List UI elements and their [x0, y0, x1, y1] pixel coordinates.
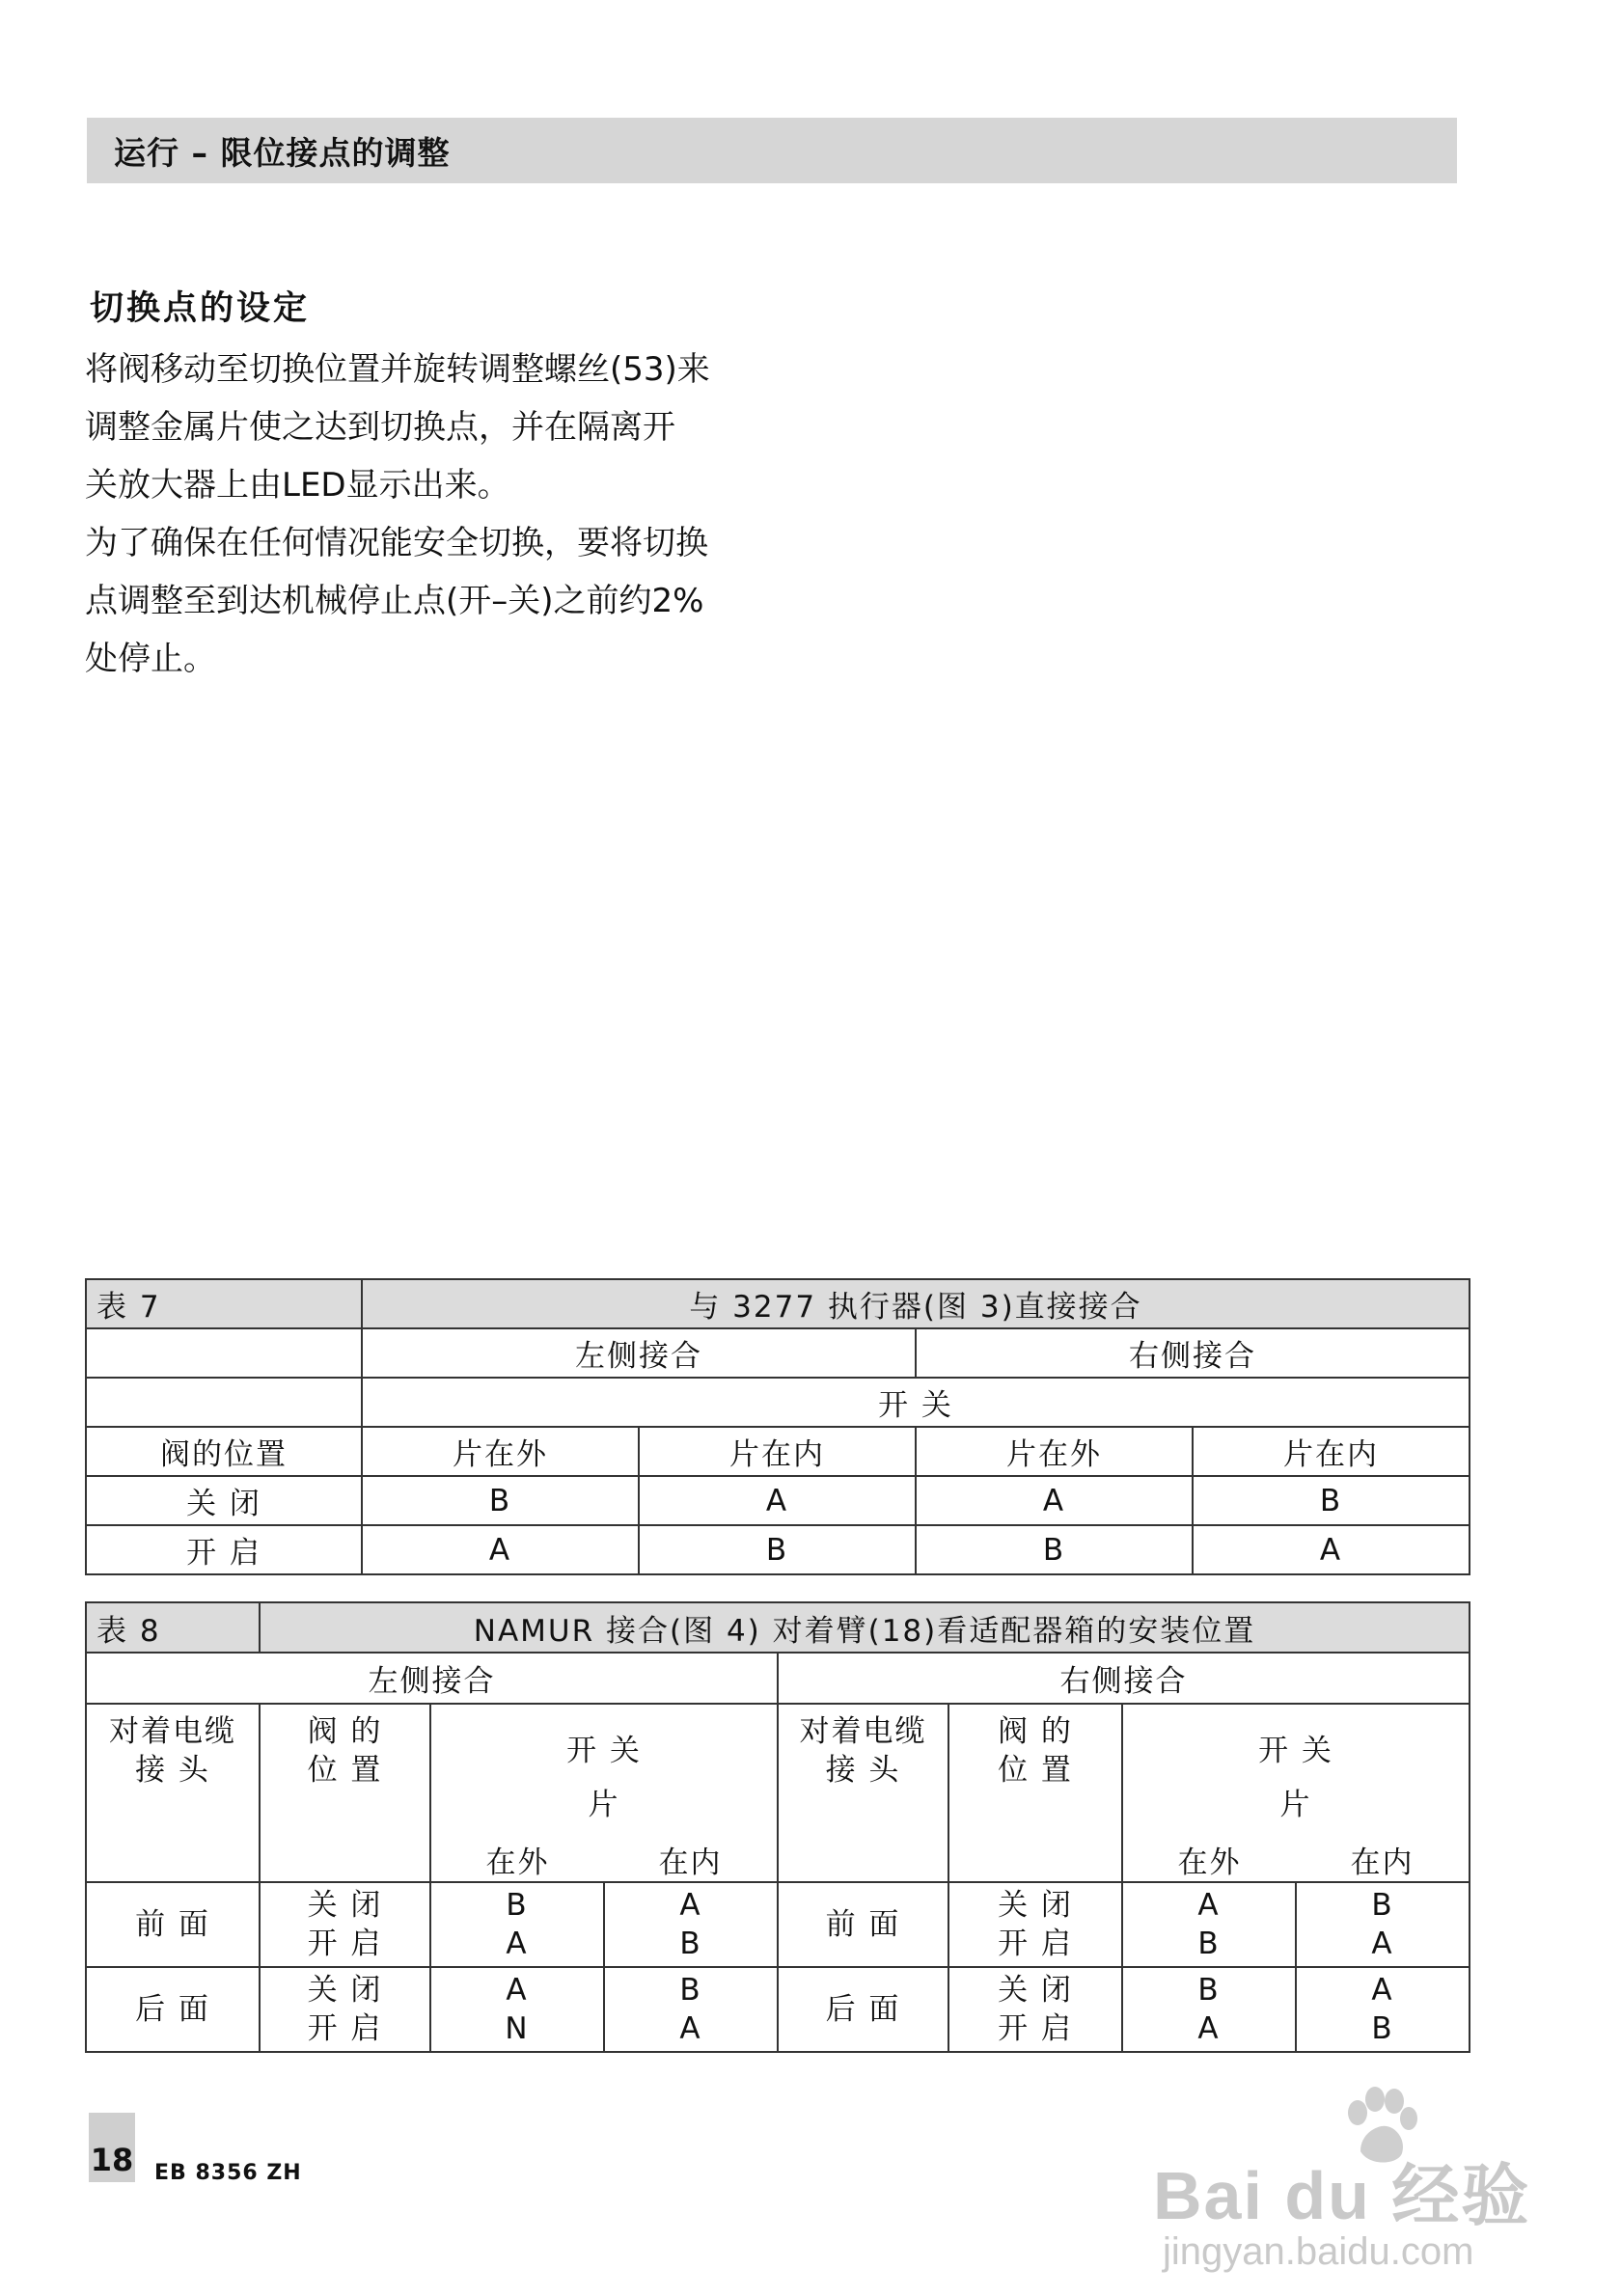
valve-states: 关 闭 开 启: [260, 1882, 430, 1967]
column-header: 片在内: [1193, 1427, 1470, 1476]
table-cell: B: [1193, 1476, 1470, 1525]
column-header: 片在外: [916, 1427, 1193, 1476]
switch-plate-header: 开 关 片: [1122, 1704, 1470, 1838]
table-row: [86, 1279, 1470, 1328]
table-cell: A: [639, 1476, 916, 1525]
table-cell: A: [916, 1476, 1193, 1525]
row-side-label: 前 面: [86, 1882, 260, 1967]
section-title: 运行 – 限位接点的调整: [114, 133, 451, 172]
paragraph-1-line-1: 将阀移动至切换位置并旋转调整螺丝(53)来: [85, 350, 710, 389]
table-cell: B: [362, 1476, 639, 1525]
table-8: [85, 1601, 1470, 2053]
watermark-logo: Bai du 经验: [1153, 2158, 1531, 2233]
table-cell: B: [916, 1525, 1193, 1574]
table-row: [86, 1525, 1470, 1574]
table-8-caption: NAMUR 接合(图 4) 对着臂(18)看适配器箱的安装位置: [260, 1602, 1470, 1653]
right-mount-header: 右侧接合: [916, 1328, 1470, 1378]
plate-out-header: 在外: [1122, 1838, 1296, 1882]
table-cell: A B: [604, 1882, 778, 1967]
row-side-label: 前 面: [778, 1882, 948, 1967]
paragraph-2-line-3: 处停止。: [85, 640, 216, 678]
switch-plate-header: 开 关 片: [430, 1704, 778, 1838]
table-row: [86, 1882, 1470, 1967]
valve-states: 关 闭 开 启: [948, 1967, 1122, 2052]
table-row: [86, 1602, 1470, 1653]
table-row: [86, 1704, 1470, 1838]
table-7-label: 表 7: [86, 1279, 362, 1328]
plate-out-header: 在外: [430, 1838, 604, 1882]
table-cell: A: [362, 1525, 639, 1574]
row-label: 关 闭: [86, 1476, 362, 1525]
table-cell: B A: [430, 1882, 604, 1967]
table-cell: B A: [1122, 1967, 1296, 2052]
table-row: [86, 1967, 1470, 2052]
left-mount-header: 左侧接合: [86, 1653, 778, 1704]
row-label: 开 启: [86, 1525, 362, 1574]
paragraph-2-line-2: 点调整至到达机械停止点(开–关)之前约2%: [85, 582, 704, 620]
table-row: [86, 1476, 1470, 1525]
right-mount-header: 右侧接合: [778, 1653, 1470, 1704]
table-cell-empty: [86, 1328, 362, 1378]
table-row: [86, 1328, 1470, 1378]
table-7: [85, 1278, 1470, 1575]
table-row: [86, 1378, 1470, 1427]
plate-in-header: 在内: [1296, 1838, 1470, 1882]
table-row: [86, 1653, 1470, 1704]
plate-in-header: 在内: [604, 1838, 778, 1882]
column-header: 片在外: [362, 1427, 639, 1476]
page-number: 18: [89, 2113, 135, 2182]
row-side-label: 后 面: [86, 1967, 260, 2052]
paragraph-1-line-3: 关放大器上由LED显示出来。: [85, 466, 510, 505]
table-cell: A: [1193, 1525, 1470, 1574]
table-cell: A B: [1122, 1882, 1296, 1967]
left-mount-header: 左侧接合: [362, 1328, 916, 1378]
switch-header: 开 关: [362, 1378, 1470, 1427]
valve-states: 关 闭 开 启: [948, 1882, 1122, 1967]
body-text: [85, 341, 760, 688]
table-8-label: 表 8: [86, 1602, 260, 1653]
table-cell: B: [639, 1525, 916, 1574]
row-side-label: 后 面: [778, 1967, 948, 2052]
table-row: [86, 1427, 1470, 1476]
table-cell-empty: [86, 1378, 362, 1427]
document-code: EB 8356 ZH: [154, 2161, 302, 2185]
watermark-url: jingyan.baidu.com: [1163, 2230, 1474, 2273]
table-cell: B A: [1296, 1882, 1470, 1967]
paragraph-1-line-2: 调整金属片使之达到切换点，并在隔离开: [85, 408, 675, 447]
watermark: [1153, 2084, 1539, 2277]
table-cell: A B: [1296, 1967, 1470, 2052]
subheading: 切换点的设定: [90, 289, 311, 328]
table-7-caption: 与 3277 执行器(图 3)直接接合: [362, 1279, 1470, 1328]
table-cell: A N: [430, 1967, 604, 2052]
table-cell: B A: [604, 1967, 778, 2052]
cable-connection-header: 对着电缆 接 头: [86, 1704, 260, 1882]
paragraph-2-line-1: 为了确保在任何情况能安全切换，要将切换: [85, 524, 708, 562]
valve-position-header: 阀 的 位 置: [948, 1704, 1122, 1882]
valve-position-header: 阀的位置: [86, 1427, 362, 1476]
column-header: 片在内: [639, 1427, 916, 1476]
valve-position-header: 阀 的 位 置: [260, 1704, 430, 1882]
section-header: [87, 118, 1457, 183]
cable-connection-header: 对着电缆 接 头: [778, 1704, 948, 1882]
valve-states: 关 闭 开 启: [260, 1967, 430, 2052]
